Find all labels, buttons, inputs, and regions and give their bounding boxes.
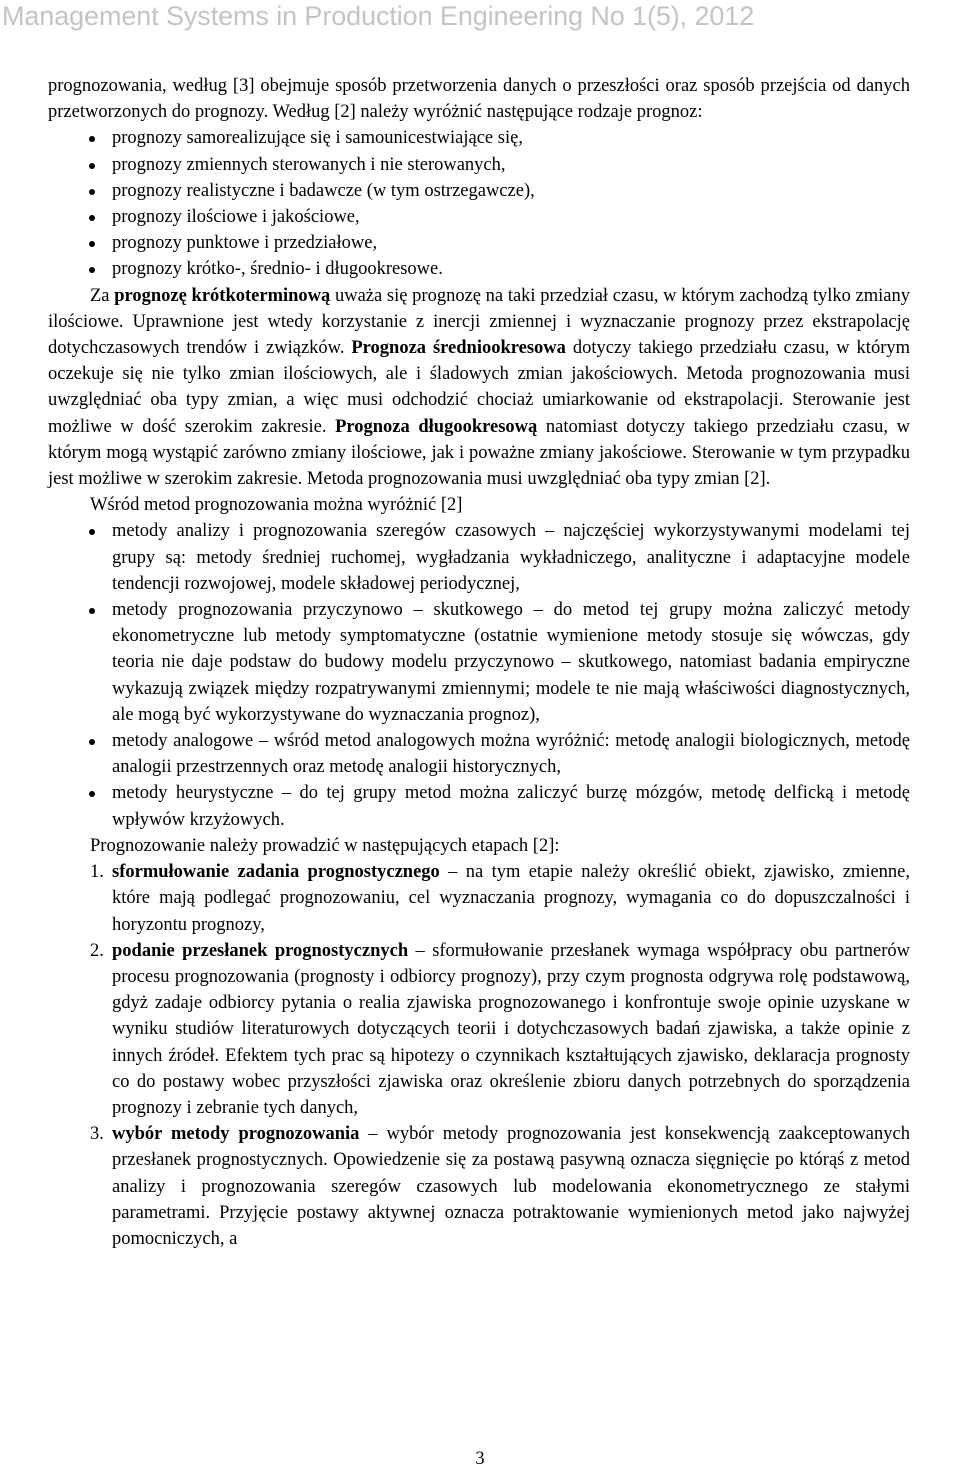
list-item: metody prognozowania przyczynowo – skutkowego – do metod tej grupy można zaliczyć metody ekonometryczne lub metody symptomatyczne (ostatnie wymienione metody stosuje się wówczas, gdy teoria nie daje podstaw do budowy modelu przyczynowo – skutkowego, natomiast badania empiryczne wykazują związek między rozpatrywanymi zmiennymi; modele te nie mają właściwości diagnostycznych, ale mogą być wykorzystywane do wyznaczania prognoz),	[48, 597, 910, 728]
list-item: prognozy zmiennych sterowanych i nie sterowanych,	[48, 152, 910, 178]
forecast-types-list	[48, 125, 910, 282]
article-body	[48, 73, 910, 1252]
list-item	[48, 938, 910, 1121]
list-item: prognozy realistyczne i badawcze (w tym ostrzegawcze),	[48, 178, 910, 204]
term-medium-term: Prognoza średniookresowa	[351, 338, 566, 359]
item-number: 3.	[90, 1124, 104, 1145]
stage-title: podanie przesłanek prognostycznych	[112, 940, 409, 961]
text-run: uważa się prognozę na taki przedział czasu, w którym zachodzą tylko zmiany ilościowe. Uprawnione jest wtedy korzystanie z inercji zmiennej i wyznaczanie prognozy przez ekstrapolację dotychczasowych trendów i związków.	[48, 285, 911, 359]
list-item: metody analizy i prognozowania szeregów czasowych – najczęściej wykorzystywanymi modelami tej grupy są: metody średniej ruchomej, wygładzania wykładniczego, analityczne i adaptacyjne modele tendencji rozwojowej, modele składowej periodycznej,	[48, 518, 910, 597]
list-item: prognozy ilościowe i jakościowe,	[48, 204, 910, 230]
stage-text: – wybór metody prognozowania jest konsekwencją zaakceptowanych przesłanek prognostycznych. Opowiedzenie się za postawą pasywną oznacza sięgnięcie po którąś z metod analizy i prognozowania szeregów czasowych lub modelowania ekonometrycznego ze stałymi parametrami. Przyjęcie postawy aktywnej oznacza potraktowanie wymienionych metod jako najwyżej pomocniczych, a	[112, 1124, 910, 1249]
journal-header: Management Systems in Production Engineering No 1(5), 2012	[2, 1, 755, 31]
stage-text: – na tym etapie należy określić obiekt, zjawisko, zmienne, które mają podlegać prognozowaniu, cel wyznaczania prognozy, wymagania co do dopuszczalności i horyzontu prognozy,	[112, 862, 911, 935]
methods-list	[48, 518, 910, 832]
list-item: prognozy samorealizujące się i samounicestwiające się,	[48, 125, 910, 151]
list-item	[48, 1121, 910, 1252]
forecast-horizon-paragraph	[48, 283, 910, 493]
list-item: metody heurystyczne – do tej grupy metod można zaliczyć burzę mózgów, metodę delficką i metodę wpływów krzyżowych.	[48, 780, 910, 832]
term-short-term: prognozę krótkoterminową	[114, 285, 331, 306]
stages-list	[48, 859, 910, 1252]
methods-intro: Wśród metod prognozowania można wyróżnić [2]	[90, 495, 463, 516]
text-run: natomiast dotyczy takiego przedziału czasu, w którym mogą wystąpić zarówno zmiany ilościowe, jak i poważne zmiany jakościowe. Sterowanie w tym przypadku jest możliwe w szerokim zakresie. Metoda prognozowania musi uwzględniać oba typy zmian [2].	[48, 416, 910, 490]
list-item	[48, 859, 910, 938]
text-run: Za	[90, 285, 115, 306]
page-number: 3	[475, 1449, 485, 1469]
item-number: 1.	[90, 862, 104, 883]
intro-paragraph: prognozowania, według [3] obejmuje sposób przetworzenia danych o przeszłości oraz sposób przejścia od danych przetworzonych do prognozy. Według [2] należy wyróżnić następujące rodzaje prognoz:	[48, 76, 910, 123]
stages-intro: Prognozowanie należy prowadzić w następujących etapach [2]:	[90, 835, 560, 856]
list-item: metody analogowe – wśród metod analogowych można wyróżnić: metodę analogii biologicznych, metodę analogii przestrzennych oraz metodę analogii historycznych,	[48, 728, 910, 780]
item-number: 2.	[90, 940, 104, 961]
text-run: dotyczy takiego przedziału czasu, w którym oczekuje się nie tylko zmian ilościowych, ale i śladowych zmian jakościowych. Metoda prognozowania musi uwzględniać oba typy zmian, a więc musi odchodzić chociaż umiarkowanie od ekstrapolacji. Sterowanie jest możliwe w dość szerokim zakresie.	[48, 338, 911, 437]
stage-text: – sformułowanie przesłanek wymaga współpracy obu partnerów procesu prognozowania (prognosty i odbiorcy prognozy), przy czym prognosta odgrywa rolę podstawową, gdyż zadaje odbiorcy pytania o realia zjawiska prognozowanego i konfrontuje swoje opinie uzyskane w wyniku studiów literaturowych dotyczących teorii i dotychczasowych badań zjawiska, a także opinie z innych źródeł. Efektem tych prac są hipotezy o czynnikach kształtujących zjawisko, deklaracja prognosty co do postawy wobec przyszłości zjawiska oraz określenie zbioru danych potrzebnych do sporządzenia prognozy i zebranie tych danych,	[112, 940, 910, 1118]
stage-title: sformułowanie zadania prognostycznego	[112, 862, 440, 883]
list-item: prognozy punktowe i przedziałowe,	[48, 230, 910, 256]
list-item: prognozy krótko-, średnio- i długookresowe.	[48, 256, 910, 282]
term-long-term: Prognoza długookresową	[335, 416, 538, 437]
stage-title: wybór metody prognozowania	[112, 1124, 360, 1145]
